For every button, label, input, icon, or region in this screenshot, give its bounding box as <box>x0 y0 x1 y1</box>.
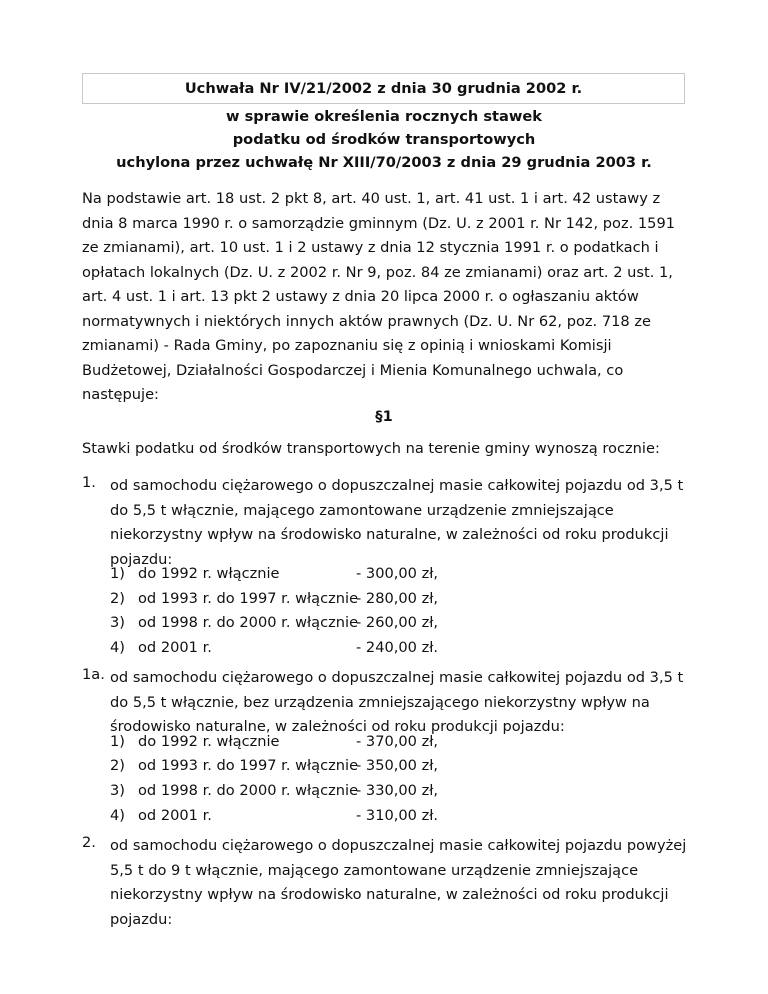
rate-label: od 1998 r. do 2000 r. włącznie <box>138 614 359 631</box>
rate-row <box>0 565 768 587</box>
preamble-paragraph: Na podstawie art. 18 ust. 2 pkt 8, art. 40 ust. 1, art. 41 ust. 1 i art. 42 ustawy z dnia 8 marca 1990 r. o samorządzie gminnym (Dz. U. z 2001 r. Nr 142, poz. 1591 ze zmianami), art. 10 ust. 1 i 2 ustawy z dnia 12 stycznia 1991 r. o podatkach i opłatach lokalnych (Dz. U. z 2002 r. Nr 9, poz. 84 ze zmianami) oraz art. 2 ust. 1, art. 4 ust. 1 i art. 13 pkt 2 ustawy z dnia 20 lipca 2000 r. o ogłaszaniu aktów normatywnych i niektórych innych aktów prawnych (Dz. U. Nr 62, poz. 718 ze zmianami) - Rada Gminy, po zapoznaniu się z opinią i wnioskami Komisji Budżetowej, Działalności Gospodarczej i Mienia Komunalnego uchwala, co następuje: <box>82 190 676 403</box>
list-item-text: od samochodu ciężarowego o dopuszczalnej masie całkowitej pojazdu od 3,5 t do 5,5 t włącznie, mającego zamontowane urządzenie zmniejszające niekorzystny wpływ na środowisko naturalne, w zależności od roku produkcji pojazdu: <box>110 477 684 568</box>
section-intro: Stawki podatku od środków transportowych na terenie gminy wynoszą rocznie: <box>82 440 660 457</box>
rate-label: od 1993 r. do 1997 r. włącznie <box>138 757 359 774</box>
rate-value: - 370,00 zł, <box>356 733 439 750</box>
list-item-text: od samochodu ciężarowego o dopuszczalnej masie całkowitej pojazdu od 3,5 t do 5,5 t włącznie, bez urządzenia zmniejszającego niekorzystny wpływ na środowisko naturalne, w zależności od roku produkcji pojazdu: <box>110 669 684 736</box>
rate-number: 2) <box>110 757 125 774</box>
subtitle-line-2: podatku od środków transportowych <box>232 131 536 148</box>
rate-row <box>0 733 768 755</box>
rate-row <box>0 639 768 661</box>
rate-number: 3) <box>110 782 125 799</box>
rate-value: - 240,00 zł. <box>356 639 439 656</box>
rate-value: - 350,00 zł, <box>356 757 439 774</box>
list-item-number: 1. <box>82 474 96 491</box>
rate-number: 1) <box>110 565 125 582</box>
rate-row <box>0 807 768 829</box>
rate-label: do 1992 r. włącznie <box>138 733 280 750</box>
rate-number: 2) <box>110 590 125 607</box>
rate-row <box>0 757 768 779</box>
list-item-number: 1a. <box>82 666 105 683</box>
rate-row <box>0 614 768 636</box>
rate-number: 4) <box>110 807 125 824</box>
rate-label: od 2001 r. <box>138 639 212 656</box>
rate-number: 1) <box>110 733 125 750</box>
document-title: Uchwała Nr IV/21/2002 z dnia 30 grudnia 2002 r. <box>82 73 685 104</box>
rate-value: - 300,00 zł, <box>356 565 439 582</box>
list-item-number: 2. <box>82 834 96 851</box>
rate-value: - 330,00 zł, <box>356 782 439 799</box>
section-heading: §1 <box>375 408 393 425</box>
rate-label: od 2001 r. <box>138 807 212 824</box>
rate-number: 4) <box>110 639 125 656</box>
rate-value: - 280,00 zł, <box>356 590 439 607</box>
rate-row <box>0 590 768 612</box>
rate-value: - 260,00 zł, <box>356 614 439 631</box>
list-item-text: od samochodu ciężarowego o dopuszczalnej masie całkowitej pojazdu powyżej 5,5 t do 9 t włącznie, mającego zamontowane urządzenie zmniejszające niekorzystny wpływ na środowisko naturalne, w zależności od roku produkcji pojazdu: <box>110 837 687 928</box>
rate-label: do 1992 r. włącznie <box>138 565 280 582</box>
subtitle-line-1: w sprawie określenia rocznych stawek <box>226 108 542 125</box>
rate-row <box>0 782 768 804</box>
rate-number: 3) <box>110 614 125 631</box>
subtitle-line-3: uchylona przez uchwałę Nr XIII/70/2003 z dnia 29 grudnia 2003 r. <box>116 154 652 171</box>
rate-value: - 310,00 zł. <box>356 807 439 824</box>
rate-label: od 1993 r. do 1997 r. włącznie <box>138 590 359 607</box>
rate-label: od 1998 r. do 2000 r. włącznie <box>138 782 359 799</box>
